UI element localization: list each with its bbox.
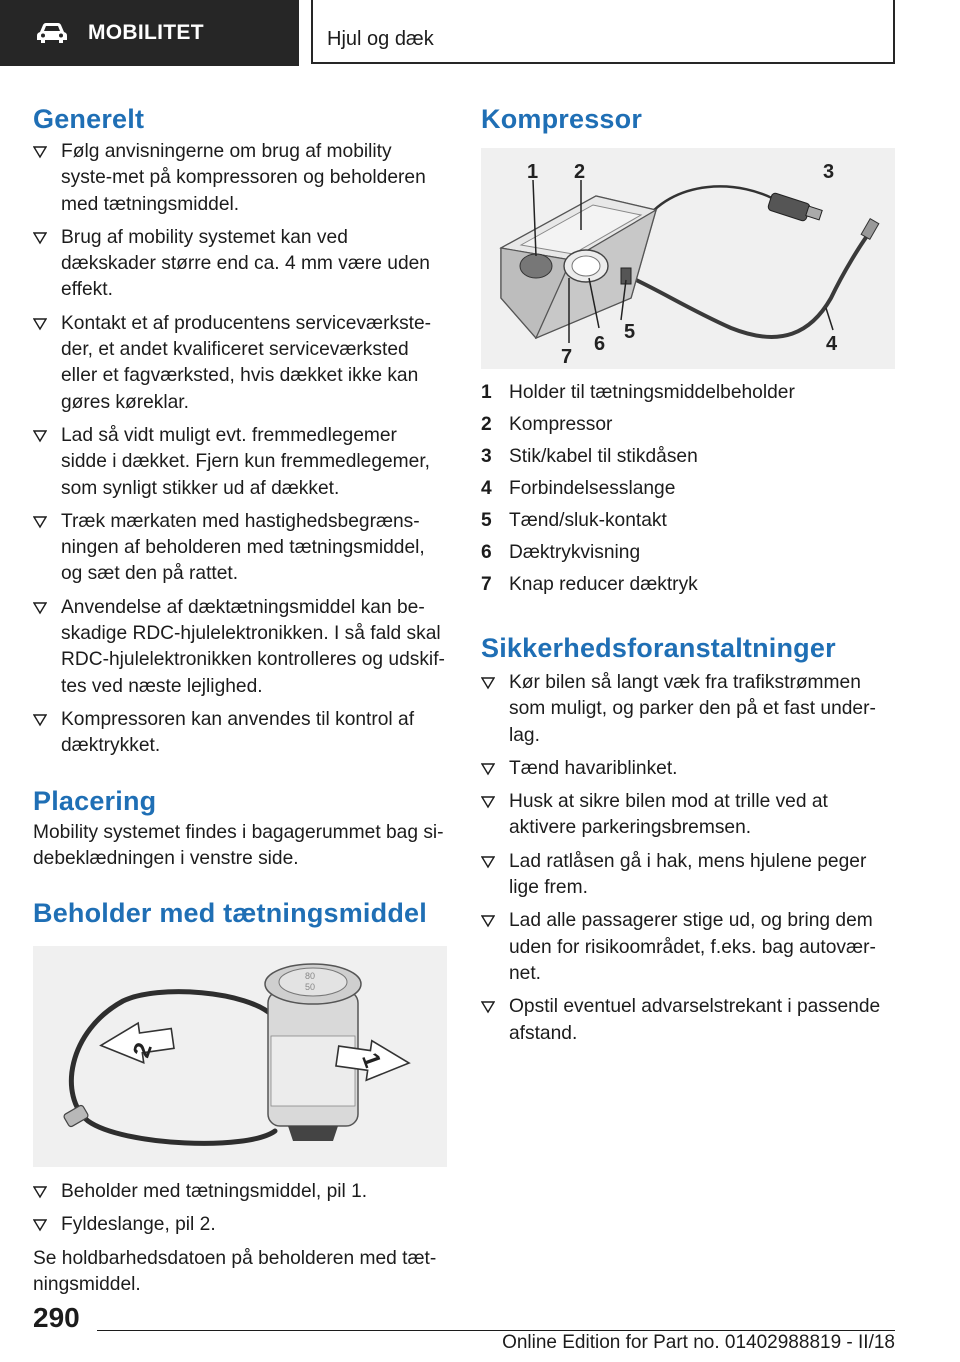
item-number: 5 — [481, 510, 492, 531]
list-item — [33, 1179, 447, 1205]
callout-5: 5 — [624, 321, 636, 343]
list-item — [33, 311, 447, 416]
triangle-bullet-icon — [481, 914, 495, 928]
list-item — [481, 994, 895, 1047]
list-item — [481, 756, 895, 782]
cap-value-80: 80 — [305, 971, 316, 982]
list-item — [481, 670, 895, 749]
list-item — [33, 707, 447, 760]
triangle-bullet-icon — [33, 601, 47, 615]
section-tab — [0, 0, 299, 66]
list-item-text: Husk at sikre bilen mod at trille ved at aktivere parkeringsbremsen. — [509, 791, 828, 839]
chapter-tab — [311, 0, 895, 64]
item-number: 4 — [481, 478, 492, 499]
callout-2: 2 — [574, 161, 586, 183]
arrow-label-1: 1 — [356, 1049, 387, 1072]
page-number: 290 — [33, 1302, 80, 1333]
list-item-text: Lad alle passagerer stige ud, og bring dem uden for risikoområdet, f.eks. bag autovær-net. — [509, 910, 876, 984]
triangle-bullet-icon — [481, 1000, 495, 1014]
triangle-bullet-icon — [33, 515, 47, 529]
item-label: Stik/kabel til stikdåsen — [509, 446, 698, 467]
item-number: 6 — [481, 542, 492, 563]
left-column — [33, 100, 447, 1298]
list-item-text: Fyldeslange, pil 2. — [61, 1214, 216, 1236]
edition-note: Online Edition for Part no. 01402988819 - II/18 — [502, 1332, 895, 1353]
list-item-text: Tænd havariblinket. — [509, 757, 678, 779]
list-item — [481, 789, 895, 842]
list-item-text: Lad så vidt muligt evt. fremmedlegemer sidde i dækket. Fjern kun fremmedlegemer, som synligt stikker ud af dækket. — [61, 424, 430, 499]
heading-kompressor: Kompressor — [481, 104, 643, 134]
compressor-illustration — [481, 148, 895, 369]
sealant-bottle-figure — [33, 946, 447, 1167]
item-number: 2 — [481, 414, 492, 435]
beholder-note: Se holdbarhedsdatoen på beholderen med tæt-ningsmiddel. — [33, 1247, 437, 1296]
compressor-figure — [481, 148, 895, 369]
list-item — [481, 441, 895, 473]
compressor-parts-list — [481, 377, 895, 601]
sealant-bottle-illustration — [33, 946, 447, 1167]
item-label: Holder til tætningsmiddelbeholder — [509, 382, 795, 403]
list-item — [33, 225, 447, 304]
callout-1: 1 — [527, 161, 539, 183]
item-label: Kompressor — [509, 414, 613, 435]
item-number: 1 — [481, 382, 492, 403]
triangle-bullet-icon — [33, 145, 47, 159]
triangle-bullet-icon — [481, 855, 495, 869]
footer-rule — [97, 1330, 895, 1331]
list-item — [33, 595, 447, 700]
list-item-text: Kontakt et af producentens serviceværkste-der, et andet kvalificeret serviceværksted eller et fagværksted, hvis dækket ikke kan gøres køreklar. — [61, 312, 432, 413]
triangle-bullet-icon — [33, 231, 47, 245]
list-item-text: Kør bilen så langt væk fra trafikstrømmen som muligt, og parker den på et fast under-lag. — [509, 672, 876, 746]
list-item — [481, 569, 895, 601]
generelt-list — [33, 139, 447, 760]
list-item-text: Opstil eventuel advarselstrekant i passende afstand. — [509, 996, 881, 1044]
triangle-bullet-icon — [33, 1218, 47, 1232]
sikkerhed-list — [481, 670, 895, 1047]
heading-sikkerhed: Sikkerhedsforanstaltninger — [481, 633, 836, 663]
item-number: 3 — [481, 446, 492, 467]
list-item — [481, 409, 895, 441]
callout-7: 7 — [561, 346, 573, 368]
cap-value-50: 50 — [305, 982, 316, 993]
item-label: Dæktrykvisning — [509, 542, 641, 563]
list-item — [481, 908, 895, 987]
list-item-text: Træk mærkaten med hastighedsbegræns-ningen af beholderen med tætningsmiddel, og sæt den på rattet. — [61, 510, 425, 585]
triangle-bullet-icon — [33, 713, 47, 727]
car-icon — [36, 22, 68, 44]
list-item — [33, 509, 447, 588]
list-item-text: Lad ratlåsen gå i hak, mens hjulene peger lige frem. — [509, 850, 867, 899]
item-number: 7 — [481, 574, 492, 595]
list-item — [33, 423, 447, 502]
right-column — [481, 100, 895, 1054]
list-item — [481, 473, 895, 505]
heading-beholder: Beholder med tætningsmiddel — [33, 898, 427, 929]
section-title: MOBILITET — [88, 21, 204, 44]
placering-text: Mobility systemet findes i bagagerummet bag si-debeklædningen i venstre side. — [33, 821, 444, 869]
list-item-text: Beholder med tætningsmiddel, pil 1. — [61, 1181, 368, 1203]
list-item — [481, 537, 895, 569]
item-label: Knap reducer dæktryk — [509, 574, 698, 595]
triangle-bullet-icon — [481, 676, 495, 690]
item-label: Forbindelsesslange — [509, 478, 676, 499]
arrow-label-2: 2 — [127, 1039, 158, 1062]
beholder-list — [33, 1179, 447, 1239]
triangle-bullet-icon — [33, 317, 47, 331]
triangle-bullet-icon — [33, 1185, 47, 1199]
callout-6: 6 — [594, 333, 606, 355]
list-item-text: Kompressoren kan anvendes til kontrol af dæktrykket. — [61, 708, 415, 757]
list-item — [33, 139, 447, 218]
callout-4: 4 — [826, 333, 838, 355]
item-label: Tænd/sluk-kontakt — [509, 510, 667, 531]
heading-placering: Placering — [33, 785, 157, 816]
list-item — [481, 505, 895, 537]
list-item — [481, 849, 895, 902]
list-item — [481, 377, 895, 409]
chapter-title: Hjul og dæk — [327, 28, 434, 50]
triangle-bullet-icon — [481, 795, 495, 809]
list-item — [33, 1212, 447, 1238]
heading-generelt: Generelt — [33, 104, 145, 134]
list-item-text: Følg anvisningerne om brug af mobility syste-met på kompressoren og beholderen med tætningsmiddel. — [61, 141, 426, 215]
list-item-text: Anvendelse af dæktætningsmiddel kan be-skadige RDC-hjulelektronikken. I så fald skal RDC-hjulelektronikken kontrolleres og udskif-tes ved næste lejlighed. — [61, 596, 445, 697]
triangle-bullet-icon — [481, 762, 495, 776]
triangle-bullet-icon — [33, 429, 47, 443]
callout-3: 3 — [823, 161, 835, 183]
list-item-text: Brug af mobility systemet kan ved dækskader større end ca. 4 mm være uden effekt. — [61, 226, 430, 301]
